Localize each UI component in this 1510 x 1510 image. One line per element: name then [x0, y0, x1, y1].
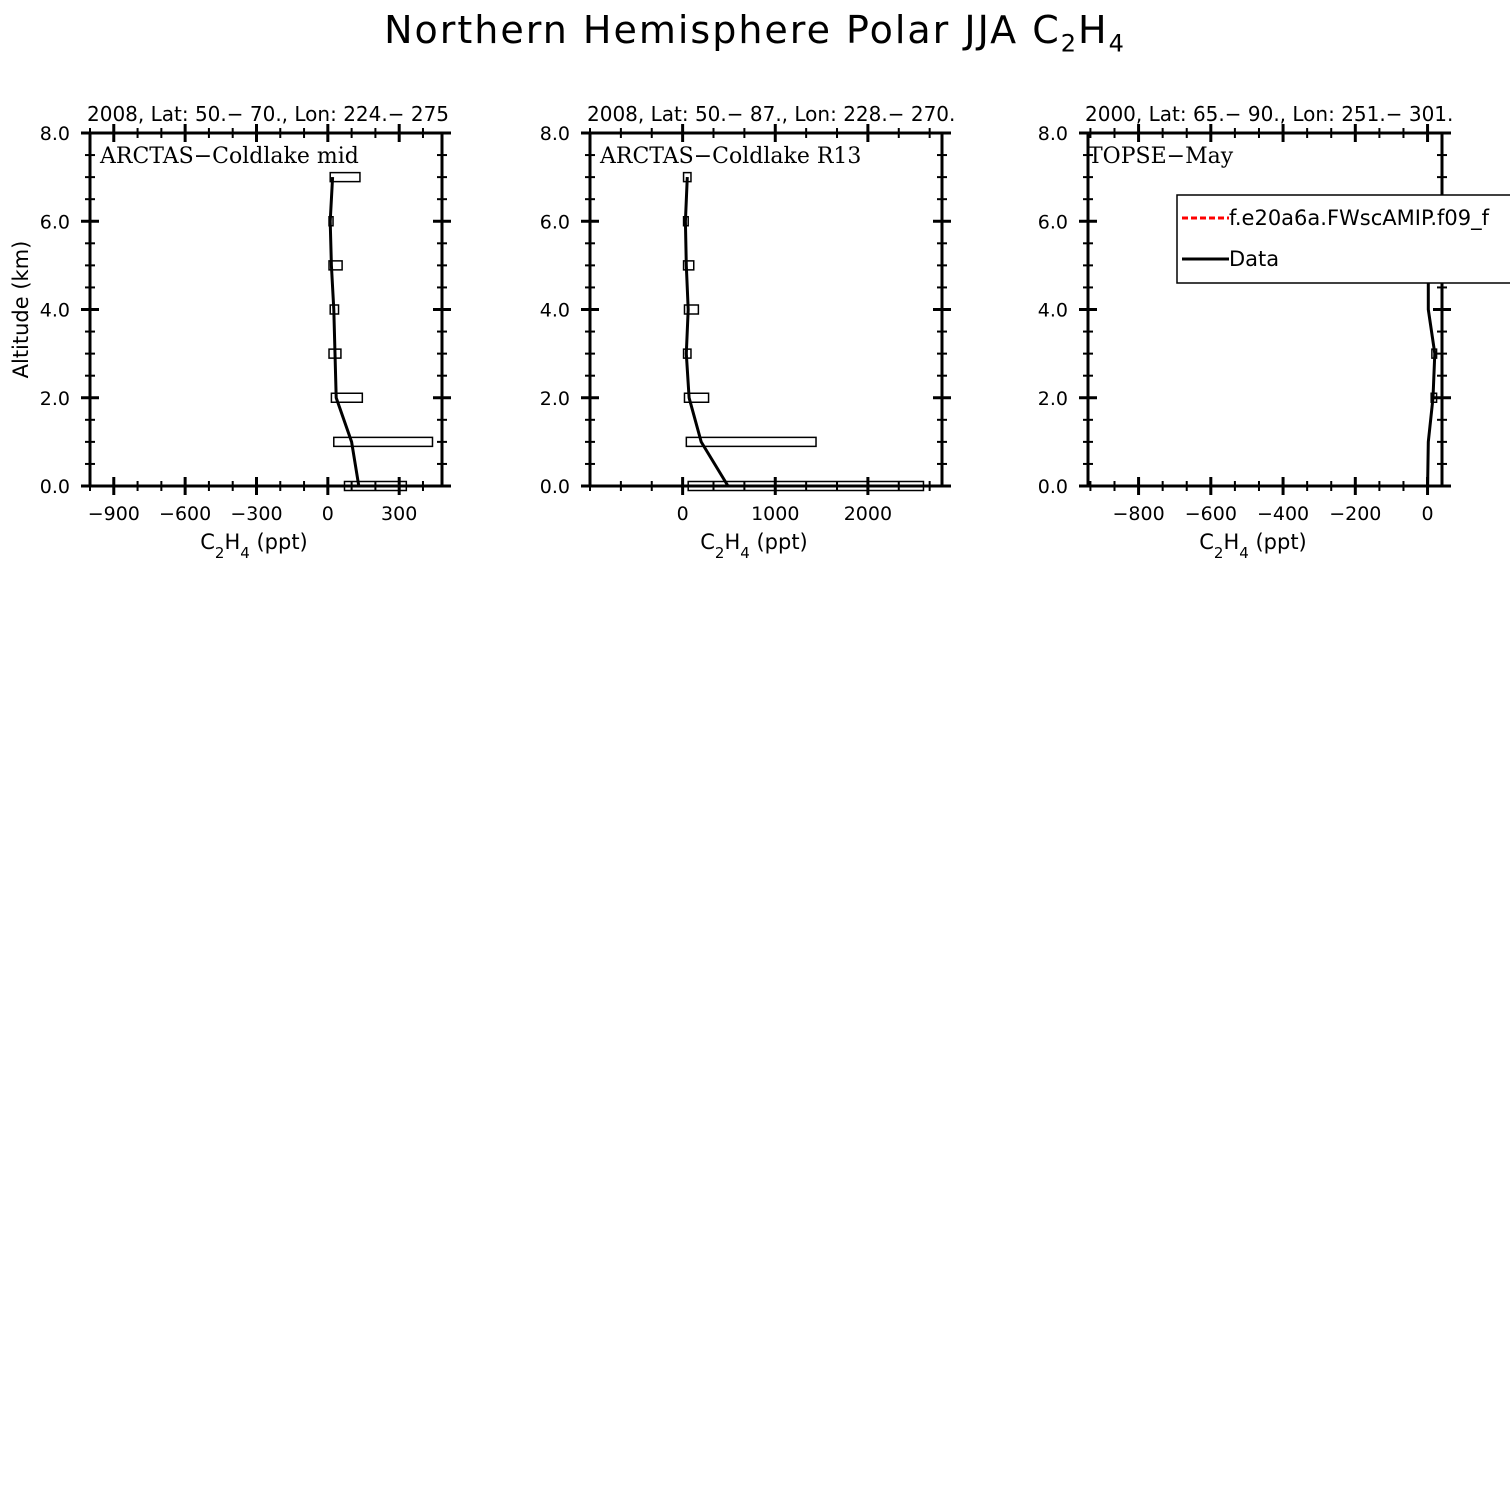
x-tick-label: 2000 — [843, 503, 893, 525]
range-box — [334, 437, 433, 446]
y-tick-label: 2.0 — [39, 387, 70, 410]
y-tick-label: 6.0 — [539, 211, 570, 234]
x-axis-label: $C_2H_4$ (ppt) — [1199, 530, 1307, 562]
y-tick-label: 0.0 — [1037, 476, 1068, 498]
y-tick-label: 2.0 — [1037, 387, 1068, 410]
legend-label: Data — [1229, 247, 1280, 271]
chart-panel-2 — [540, 102, 956, 525]
panel-title: 2008, Lat: 50.− 70., Lon: 224.− 275 — [87, 102, 450, 126]
campaign-label: TOPSE−May — [1088, 144, 1234, 169]
x-tick-label: −600 — [159, 503, 212, 525]
series-line-data — [685, 177, 728, 486]
x-tick-label: −800 — [1112, 503, 1165, 525]
x-tick-label: −600 — [1184, 503, 1237, 525]
x-tick-label: 0 — [1421, 503, 1434, 525]
y-axis-label: Altitude (km) — [9, 240, 33, 379]
y-tick-label: 8.0 — [39, 123, 70, 145]
chart-panel-1 — [9, 102, 451, 525]
panel-title: 2000, Lat: 65.− 90., Lon: 251.− 301. — [1085, 102, 1454, 126]
y-tick-label: 8.0 — [1037, 123, 1068, 145]
range-box — [686, 437, 816, 446]
x-tick-label: 0 — [321, 503, 334, 525]
range-box — [330, 173, 360, 182]
x-axis-label: $C_2H_4$ (ppt) — [700, 530, 808, 562]
y-tick-label: 8.0 — [539, 123, 570, 145]
y-tick-label: 0.0 — [39, 476, 70, 498]
y-tick-label: 2.0 — [539, 387, 570, 410]
y-tick-label: 6.0 — [1037, 211, 1068, 234]
series-line-data — [1428, 261, 1435, 486]
legend-label: f.e20a6a.FWscAMIP.f09_f — [1229, 206, 1490, 230]
plot-frame — [90, 133, 442, 486]
x-tick-label: −400 — [1256, 503, 1310, 525]
plot-frame — [590, 133, 942, 486]
x-tick-label: −900 — [87, 503, 140, 525]
y-tick-label: 0.0 — [539, 476, 570, 498]
plot-frame — [1088, 133, 1442, 486]
y-tick-label: 6.0 — [39, 211, 70, 234]
x-tick-label: 1000 — [751, 503, 800, 525]
chart-panel-3 — [1038, 102, 1510, 525]
panel-title: 2008, Lat: 50.− 87., Lon: 228.− 270. — [587, 102, 956, 126]
x-tick-label: 0 — [676, 503, 689, 525]
campaign-label: ARCTAS−Coldlake mid — [100, 144, 359, 169]
x-tick-label: −200 — [1329, 503, 1382, 525]
y-tick-label: 4.0 — [1037, 299, 1068, 322]
x-axis-label: $C_2H_4$ (ppt) — [200, 530, 308, 562]
y-tick-label: 4.0 — [39, 299, 70, 322]
chart-title: Northern Hemisphere Polar JJA $C_2H_4$ — [384, 8, 1126, 58]
x-tick-label: 300 — [381, 503, 418, 525]
campaign-label: ARCTAS−Coldlake R13 — [600, 144, 862, 169]
x-tick-label: −300 — [230, 503, 283, 525]
y-tick-label: 4.0 — [539, 299, 570, 322]
